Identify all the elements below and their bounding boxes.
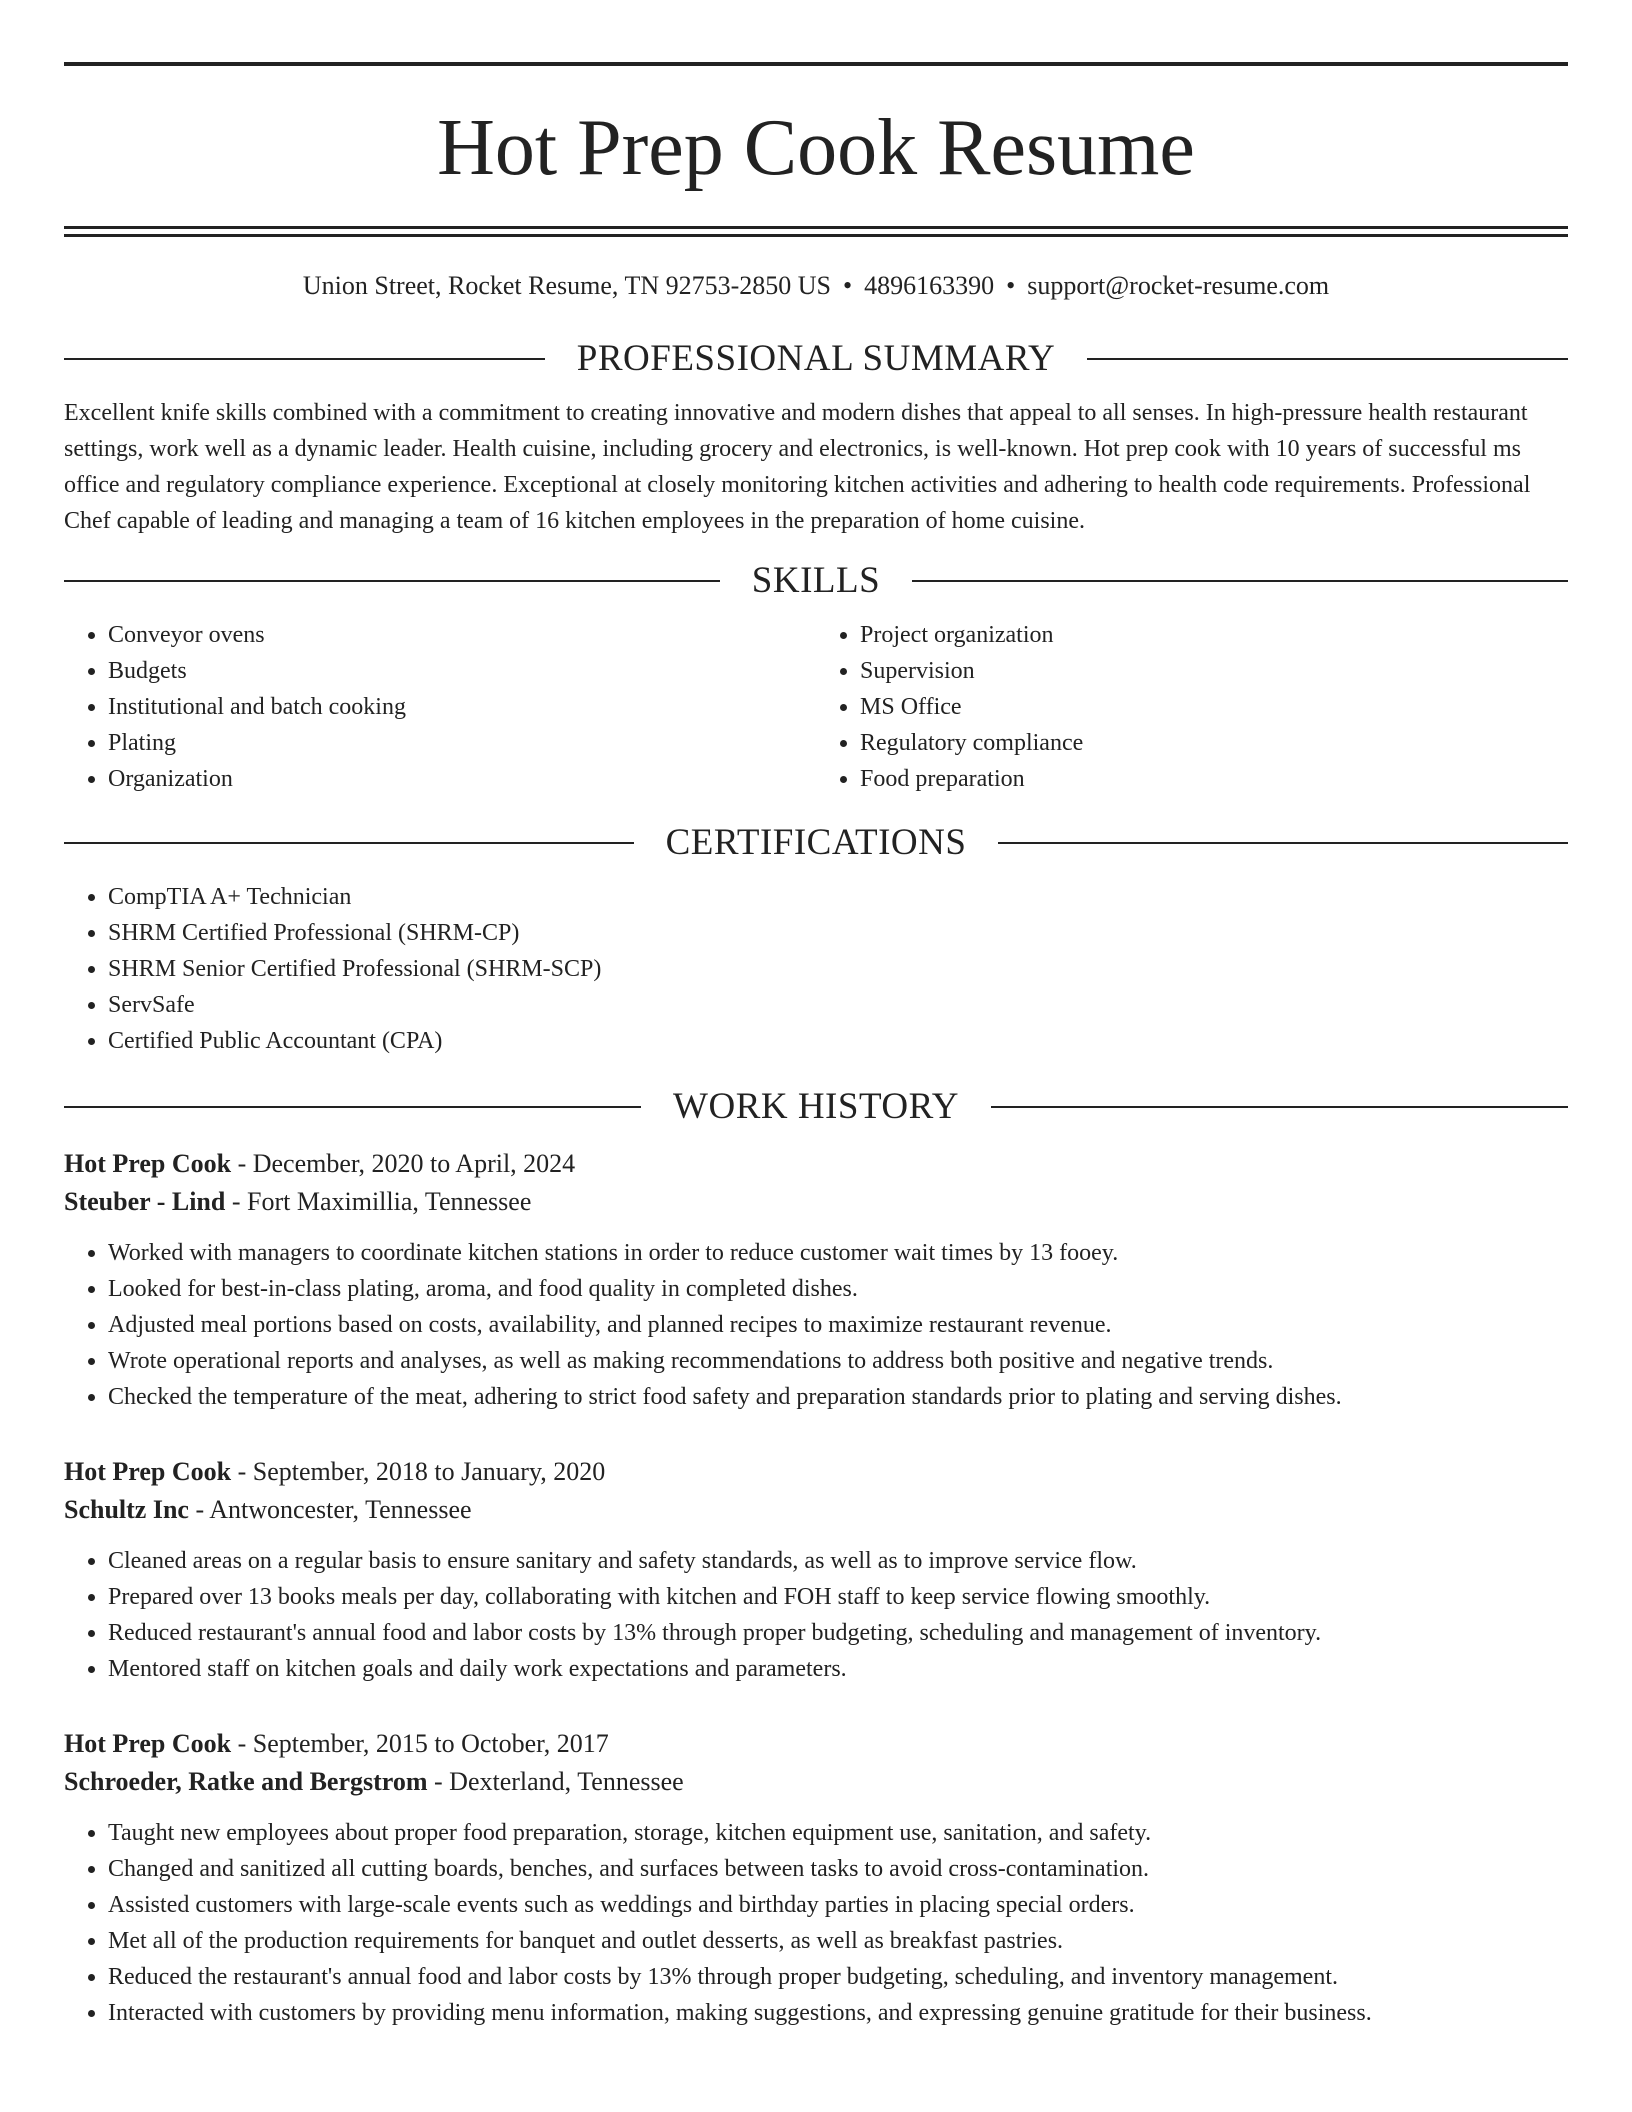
job-bullet: • Taught new employees about proper food preparation, storage, kitchen equipment use, sanitation, and safety. [108, 1815, 1568, 1851]
section-header-certifications [64, 819, 1568, 867]
job-bullet: • Prepared over 13 books meals per day, collaborating with kitchen and FOH staff to keep service flowing smoothly. [108, 1579, 1568, 1615]
job-entry-1 [64, 1145, 1568, 1415]
job-company: Schroeder, Ratke and Bergstrom [64, 1767, 428, 1796]
title-double-rule [64, 226, 1568, 237]
skill-item: • Regulatory compliance [860, 725, 1568, 761]
skill-item: • Budgets [108, 653, 816, 689]
contact-separator: • [1006, 271, 1016, 300]
section-title-summary: PROFESSIONAL SUMMARY [576, 338, 1056, 379]
job-bullet: • Cleaned areas on a regular basis to ensure sanitary and safety standards, as well as to improve service flow. [108, 1543, 1568, 1579]
section-rule [64, 358, 545, 360]
contact-line [64, 269, 1568, 303]
job-bullet: • Wrote operational reports and analyses, as well as making recommendations to address both positive and negative trends. [108, 1343, 1568, 1379]
job-bullet: • Reduced the restaurant's annual food and labor costs by 13% through proper budgeting, scheduling, and inventory management. [108, 1959, 1568, 1995]
contact-separator: • [843, 271, 853, 300]
job-bullet: • Checked the temperature of the meat, adhering to strict food safety and preparation standards prior to plating and serving dishes. [108, 1379, 1568, 1415]
job-company-line [64, 1183, 1568, 1221]
certifications-items [64, 879, 1568, 1059]
job-bullet: • Met all of the production requirements for banquet and outlet desserts, as well as breakfast pastries. [108, 1923, 1568, 1959]
summary-text: Excellent knife skills combined with a commitment to creating innovative and modern dishes that appeal to all senses. In high-pressure health restaurant settings, work well as a dynamic leader. Health cuisine, including grocery and electronics, is well-known. Hot prep cook with 10 years of successful ms office and regulatory compliance experience. Exceptional at closely monitoring kitchen activities and adhering to health code requirements. Professional Chef capable of leading and managing a team of 16 kitchen employees in the preparation of home cuisine. [64, 400, 1531, 534]
skill-item: • Conveyor ovens [108, 617, 816, 653]
skill-item: • Supervision [860, 653, 1568, 689]
job-company-line [64, 1763, 1568, 1801]
skills-column-right [816, 617, 1568, 797]
contact-phone: 4896163390 [864, 271, 995, 300]
job-dates: - September, 2018 to January, 2020 [237, 1457, 606, 1486]
skill-item: • Project organization [860, 617, 1568, 653]
section-rule [998, 842, 1568, 844]
job-entry-2 [64, 1453, 1568, 1687]
certification-item: • ServSafe [108, 987, 1568, 1023]
certification-item: • Certified Public Accountant (CPA) [108, 1023, 1568, 1059]
job-bullet: • Assisted customers with large-scale events such as weddings and birthday parties in placing special orders. [108, 1887, 1568, 1923]
certification-item: • SHRM Senior Certified Professional (SHRM-SCP) [108, 951, 1568, 987]
job-role: Hot Prep Cook [64, 1729, 232, 1758]
section-title-certifications: CERTIFICATIONS [665, 822, 967, 863]
section-rule [1087, 358, 1568, 360]
section-rule [64, 1106, 641, 1108]
job-company: Schultz Inc [64, 1495, 189, 1524]
job-bullet: • Looked for best-in-class plating, aroma, and food quality in completed dishes. [108, 1271, 1568, 1307]
job-location: - Dexterland, Tennessee [434, 1767, 684, 1796]
job-dates: - December, 2020 to April, 2024 [237, 1149, 576, 1178]
job-entry-3 [64, 1725, 1568, 2031]
skills-column-left [64, 617, 816, 797]
job-bullet: • Interacted with customers by providing menu information, making suggestions, and expressing genuine gratitude for their business. [108, 1995, 1568, 2031]
top-rule [64, 62, 1568, 66]
job-company-line [64, 1491, 1568, 1529]
job-bullets [64, 1543, 1568, 1687]
page-title: Hot Prep Cook Resume [437, 104, 1195, 192]
skills-list [64, 617, 1568, 797]
job-title-line [64, 1453, 1568, 1491]
skill-item: • Plating [108, 725, 816, 761]
contact-email: support@rocket-resume.com [1027, 271, 1330, 300]
job-bullet: • Mentored staff on kitchen goals and daily work expectations and parameters. [108, 1651, 1568, 1687]
section-title-work: WORK HISTORY [673, 1086, 959, 1127]
certifications-list [64, 879, 1568, 1059]
job-role: Hot Prep Cook [64, 1457, 232, 1486]
job-title-line [64, 1725, 1568, 1763]
job-bullet: • Worked with managers to coordinate kitchen stations in order to reduce customer wait times by 13 fooey. [108, 1235, 1568, 1271]
skill-item: • Institutional and batch cooking [108, 689, 816, 725]
job-bullets [64, 1815, 1568, 2031]
contact-address: Union Street, Rocket Resume, TN 92753-2850 US [302, 271, 831, 300]
job-location: - Antwoncester, Tennessee [195, 1495, 472, 1524]
job-role: Hot Prep Cook [64, 1149, 232, 1178]
job-bullets [64, 1235, 1568, 1415]
certification-item: • CompTIA A+ Technician [108, 879, 1568, 915]
skill-item: • MS Office [860, 689, 1568, 725]
section-rule [64, 580, 720, 582]
section-header-summary [64, 335, 1568, 383]
section-title-skills: SKILLS [751, 560, 881, 601]
job-bullet: • Reduced restaurant's annual food and labor costs by 13% through proper budgeting, scheduling and management of inventory. [108, 1615, 1568, 1651]
job-company: Steuber - Lind [64, 1187, 226, 1216]
job-dates: - September, 2015 to October, 2017 [237, 1729, 609, 1758]
section-header-work [64, 1083, 1568, 1131]
section-header-skills [64, 557, 1568, 605]
section-rule [912, 580, 1568, 582]
certification-item: • SHRM Certified Professional (SHRM-CP) [108, 915, 1568, 951]
section-rule [991, 1106, 1568, 1108]
job-title-line [64, 1145, 1568, 1183]
skill-item: • Organization [108, 761, 816, 797]
job-bullet: • Adjusted meal portions based on costs, availability, and planned recipes to maximize restaurant revenue. [108, 1307, 1568, 1343]
skill-item: • Food preparation [860, 761, 1568, 797]
section-rule [64, 842, 634, 844]
job-location: - Fort Maximillia, Tennessee [231, 1187, 532, 1216]
job-bullet: • Changed and sanitized all cutting boards, benches, and surfaces between tasks to avoid cross-contamination. [108, 1851, 1568, 1887]
